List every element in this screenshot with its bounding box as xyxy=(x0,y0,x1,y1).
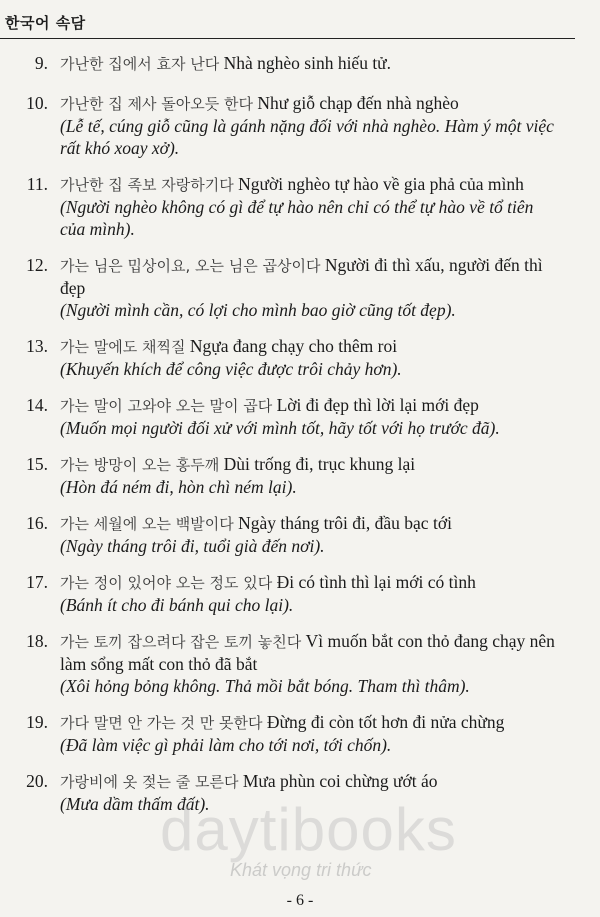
page-header xyxy=(0,0,600,40)
korean-proverb: 가는 세월에 오는 백발이다 xyxy=(60,515,234,533)
proverb-entry-9 xyxy=(0,52,600,75)
proverb-entry-11 xyxy=(0,173,600,240)
korean-proverb: 가난한 집 제사 돌아오듯 한다 xyxy=(60,95,253,113)
entry-number: 17. xyxy=(26,572,48,592)
proverb-meaning: (Khuyến khích để công việc được trôi chảy hơn). xyxy=(60,359,402,379)
entry-body xyxy=(60,394,560,439)
page-number: - 6 - xyxy=(286,892,314,909)
proverb-entry-20 xyxy=(0,770,600,815)
korean-proverb: 가는 말에도 채찍질 xyxy=(60,338,186,356)
korean-proverb: 가난한 집에서 효자 난다 xyxy=(60,55,220,73)
proverb-entry-13 xyxy=(0,335,600,380)
entry-body xyxy=(60,173,560,240)
vietnamese-translation: Lời đi đẹp thì lời lại mới đẹp xyxy=(272,395,479,415)
entry-body xyxy=(60,254,560,321)
entry-number: 13. xyxy=(26,336,48,356)
proverb-entry-14 xyxy=(0,394,600,439)
proverb-entry-10 xyxy=(0,92,600,159)
proverb-meaning: (Lễ tế, cúng giỗ cũng là gánh nặng đối với nhà nghèo. Hàm ý một việc rất khó xoay xở). xyxy=(60,116,554,158)
running-header-title: 한국어 속담 xyxy=(5,14,86,32)
proverb-entry-12 xyxy=(0,254,600,321)
entry-number: 20. xyxy=(26,771,48,791)
entry-body xyxy=(60,512,560,557)
vietnamese-translation: Nhà nghèo sinh hiếu tử. xyxy=(219,53,392,73)
proverb-meaning: (Đã làm việc gì phải làm cho tới nơi, tới chốn). xyxy=(60,735,392,755)
entry-body xyxy=(60,52,560,75)
proverb-meaning: (Người mình cần, có lợi cho mình bao giờ cũng tốt đẹp). xyxy=(60,300,456,320)
korean-proverb: 가다 말면 안 가는 것 만 못한다 xyxy=(60,714,263,732)
korean-proverb: 가는 님은 밉상이요, 오는 님은 곱상이다 xyxy=(60,257,321,275)
entry-number: 12. xyxy=(26,255,48,275)
entry-number: 15. xyxy=(26,454,48,474)
publisher-watermark-tagline: Khát vọng tri thức xyxy=(230,860,372,880)
entry-number: 11. xyxy=(26,174,48,194)
proverb-meaning: (Người nghèo không có gì để tự hào nên chỉ có thể tự hào về tổ tiên của mình). xyxy=(60,197,534,239)
proverb-entry-19 xyxy=(0,711,600,756)
vietnamese-translation: Người nghèo tự hào về gia phả của mình xyxy=(233,174,524,194)
entry-number: 9. xyxy=(34,53,48,73)
vietnamese-translation: Dùi trống đi, trục khung lại xyxy=(219,454,416,474)
proverb-entry-15 xyxy=(0,453,600,498)
proverb-meaning: (Bánh ít cho đi bánh qui cho lại). xyxy=(60,595,294,615)
proverb-entry-18 xyxy=(0,630,600,697)
korean-proverb: 가는 토끼 잡으려다 잡은 토끼 놓친다 xyxy=(60,633,302,651)
entry-number: 18. xyxy=(26,631,48,651)
entry-number: 19. xyxy=(26,712,48,732)
entry-number: 16. xyxy=(26,513,48,533)
entry-body xyxy=(60,335,560,380)
entry-body xyxy=(60,92,560,159)
proverb-meaning: (Muốn mọi người đối xử với mình tốt, hãy tốt với họ trước đã). xyxy=(60,418,500,438)
proverb-meaning: (Hòn đá ném đi, hòn chì ném lại). xyxy=(60,477,297,497)
proverb-list xyxy=(0,52,600,815)
vietnamese-translation: Ngựa đang chạy cho thêm roi xyxy=(185,336,398,356)
korean-proverb: 가난한 집 족보 자랑하기다 xyxy=(60,176,234,194)
entry-body xyxy=(60,630,560,697)
proverb-entry-16 xyxy=(0,512,600,557)
entry-number: 10. xyxy=(26,93,48,113)
proverb-meaning: (Ngày tháng trôi đi, tuổi già đến nơi). xyxy=(60,536,325,556)
vietnamese-translation: Đừng đi còn tốt hơn đi nửa chừng xyxy=(262,712,505,732)
vietnamese-translation: Mưa phùn coi chừng ướt áo xyxy=(238,771,438,791)
entry-body xyxy=(60,770,560,815)
publisher-watermark: daytibooks xyxy=(160,796,457,863)
vietnamese-translation: Ngày tháng trôi đi, đầu bạc tới xyxy=(233,513,452,533)
entry-body xyxy=(60,453,560,498)
proverb-meaning: (Xôi hỏng bỏng không. Thả mồi bắt bóng. Tham thì thâm). xyxy=(60,676,470,696)
entry-body xyxy=(60,711,560,756)
proverb-entry-17 xyxy=(0,571,600,616)
proverb-meaning: (Mưa dầm thấm đất). xyxy=(60,794,210,814)
vietnamese-translation: Vì muốn bắt con thỏ đang chạy nên làm sổng mất con thỏ đã bắt xyxy=(60,631,555,674)
korean-proverb: 가는 말이 고와야 오는 말이 곱다 xyxy=(60,397,273,415)
vietnamese-translation: Như giỗ chạp đến nhà nghèo xyxy=(252,93,459,113)
korean-proverb: 가는 정이 있어야 오는 정도 있다 xyxy=(60,574,273,592)
entry-body xyxy=(60,571,560,616)
vietnamese-translation: Đi có tình thì lại mới có tình xyxy=(272,572,476,592)
header-rule xyxy=(0,38,575,39)
vietnamese-translation: Người đi thì xấu, người đến thì đẹp xyxy=(60,255,543,298)
entry-number: 14. xyxy=(26,395,48,415)
korean-proverb: 가는 방망이 오는 홍두깨 xyxy=(60,456,220,474)
korean-proverb: 가랑비에 옷 젖는 줄 모른다 xyxy=(60,773,239,791)
